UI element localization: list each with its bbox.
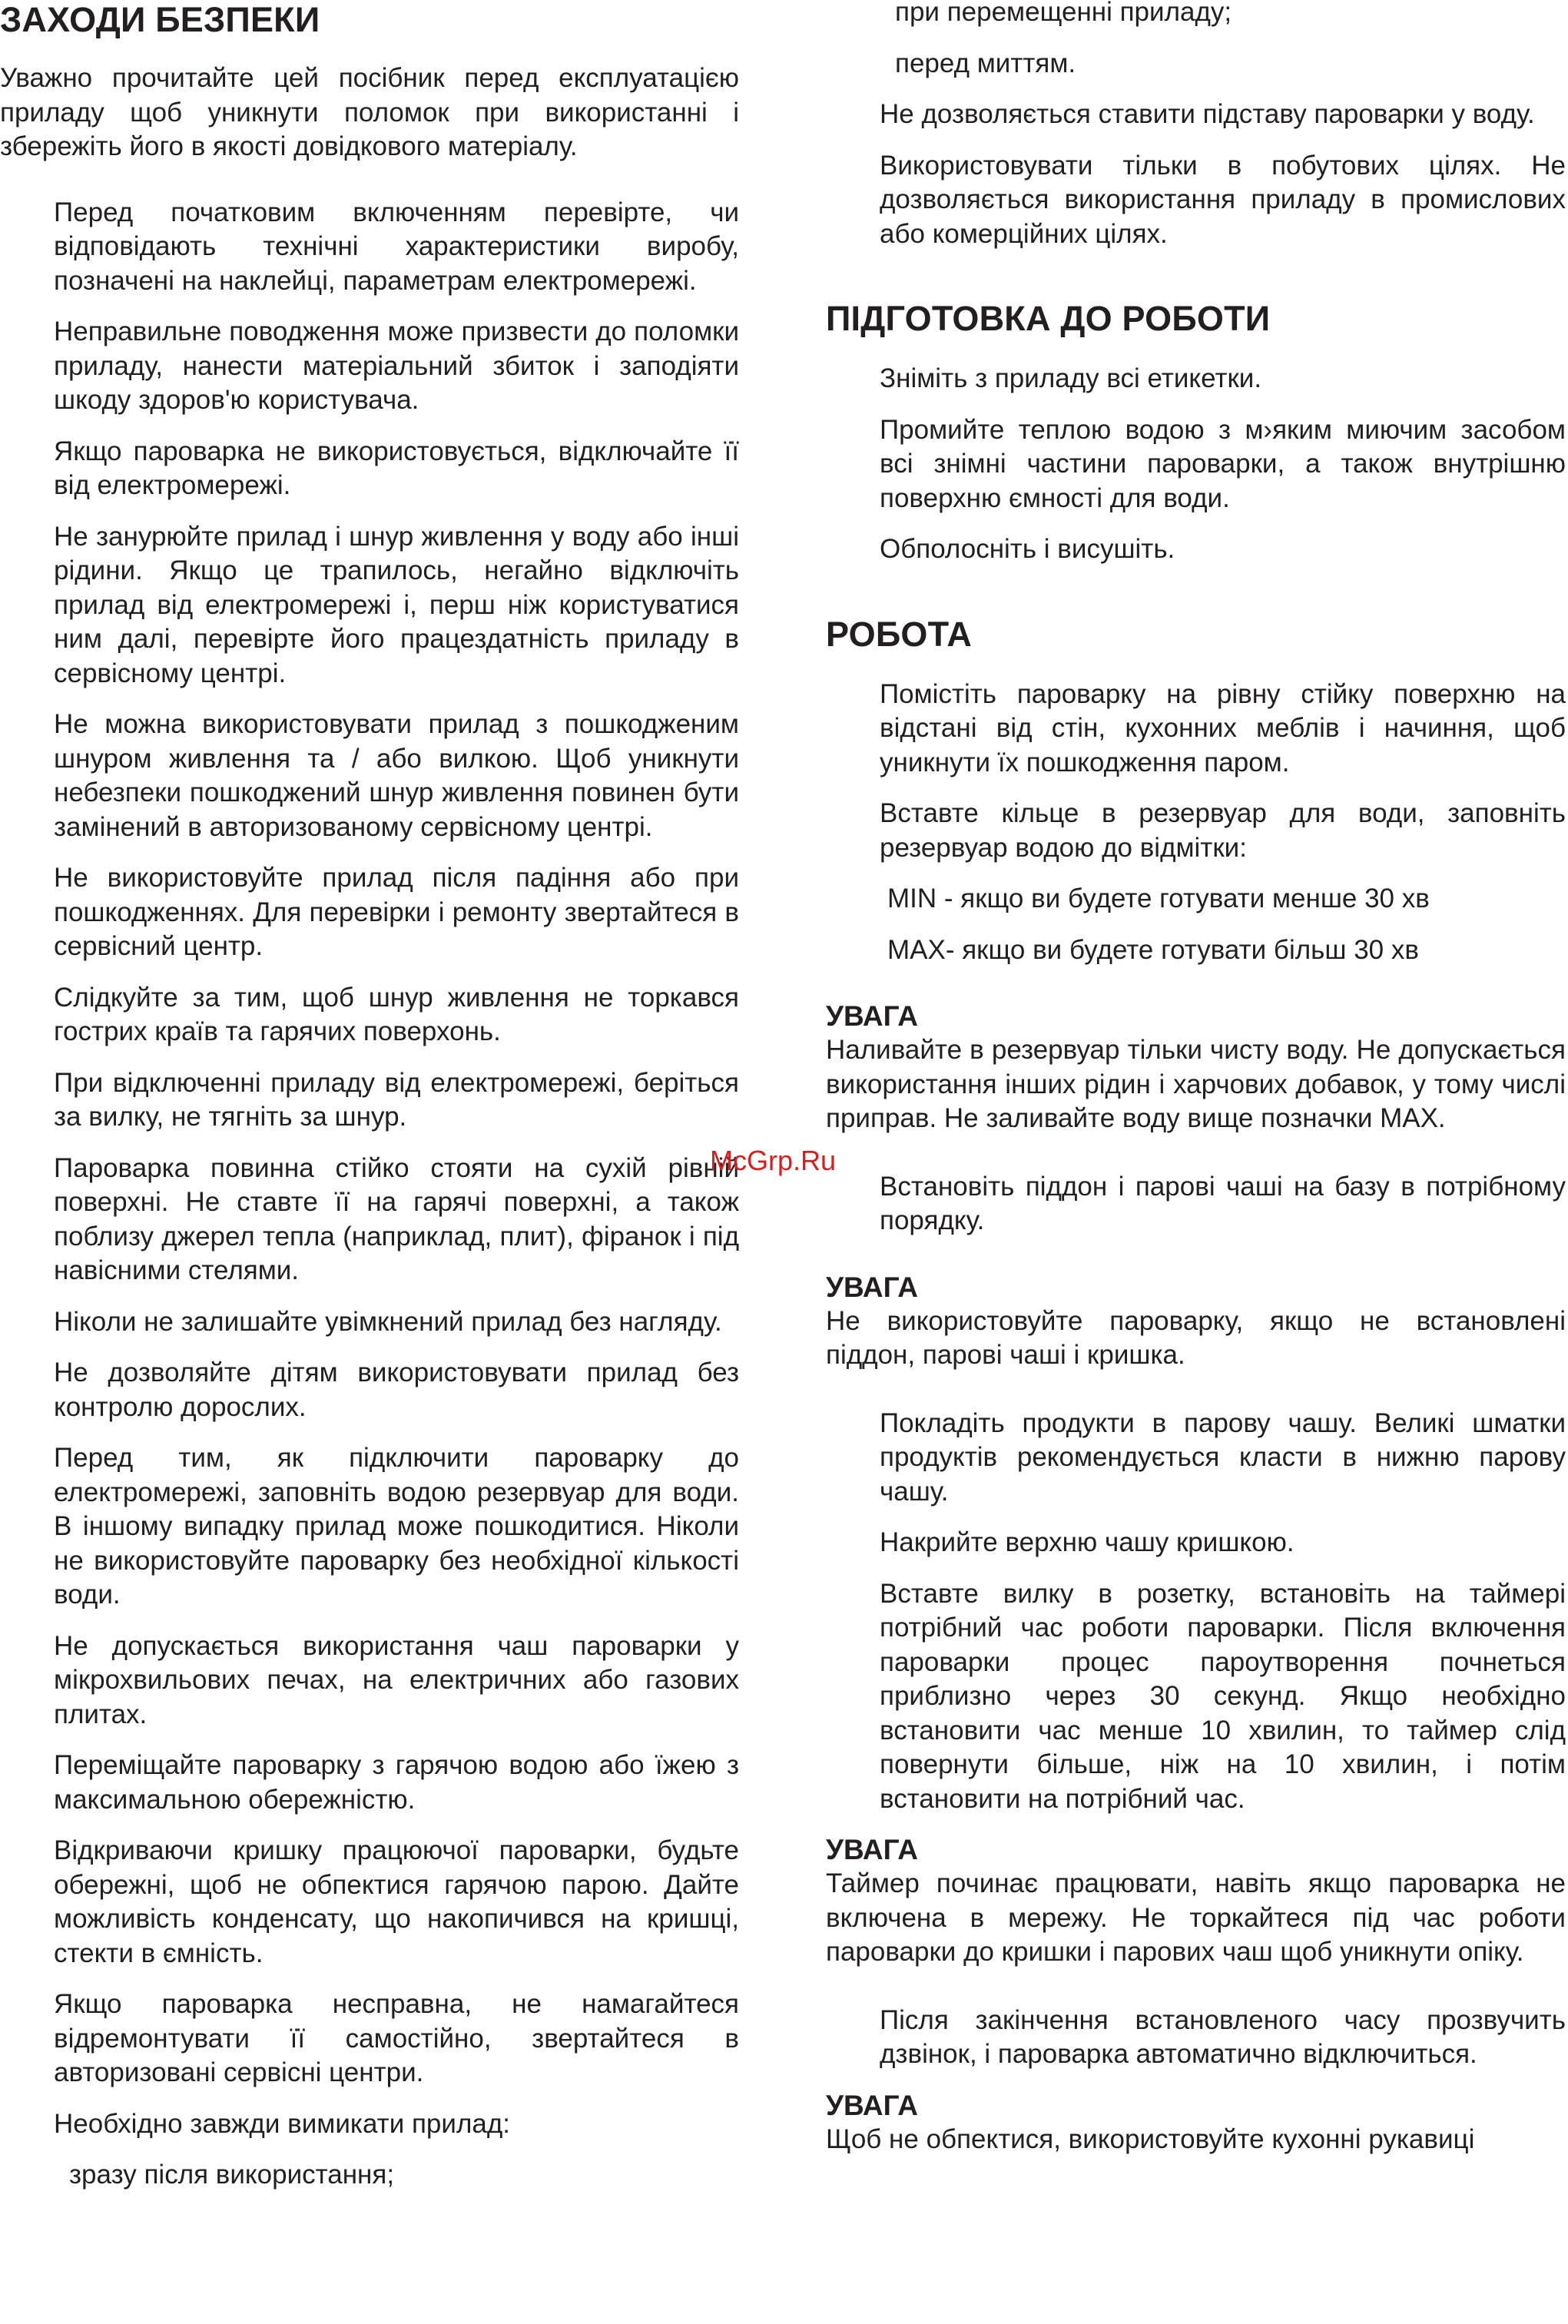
right-column — [826, 0, 1566, 2157]
section-title-operation: РОБОТА — [826, 614, 973, 654]
warning-text: Щоб не обпектися, використовуйте кухонні рукавиці — [826, 2123, 1475, 2154]
work-item: Помістіть пароварку на рівну стійку поверхню на відстані від стін, кухонних меблів і начиння, щоб уникнути їх пошкодження паром. — [880, 678, 1566, 777]
safety-item: Не використовуйте прилад після падіння або при пошкодженнях. Для перевірки і ремонту звертайтеся в сервісний центр. — [54, 863, 739, 961]
min-level-line: MIN - якщо ви будете готувати менше 30 хв — [887, 884, 1430, 913]
safety-item: Якщо пароварка не використовується, відключайте її від електромережі. — [54, 436, 739, 500]
safety-subitem: перед миттям. — [895, 48, 1076, 78]
warning-text: Таймер починає працювати, навіть якщо пароварка не включена в мережу. Не торкайтеся під час роботи пароварки до кришки і парових чаш щоб уникнути опіку. — [826, 1868, 1566, 1967]
safety-item: Неправильне поводження може призвести до поломки приладу, нанести матеріальний збиток і заподіяти шкоду здоров'ю користувача. — [54, 317, 739, 415]
watermark: McGrp.Ru — [710, 1145, 837, 1176]
left-column — [0, 0, 739, 2193]
work-item: Встановіть піддон і парові чаші на базу в потрібному порядку. — [880, 1171, 1566, 1235]
work-item: Вставте кільце в резервуар для води, заповніть резервуар водою до відмітки: — [880, 798, 1566, 863]
warning-text: Наливайте в резервуар тільки чисту воду. Не допускається використання інших рідин і харчових добавок, у тому числі приправ. Не заливайте воду вище позначки MAX. — [826, 1035, 1566, 1133]
max-level-line: MAX- якщо ви будете готувати більш 30 хв — [887, 934, 1419, 965]
safety-item: Не дозволяйте дітям використовувати прилад без контролю дорослих. — [54, 1358, 739, 1422]
safety-item: Ніколи не залишайте увімкнений прилад без нагляду. — [54, 1306, 722, 1337]
warning-text: Не використовуйте пароварку, якщо не встановлені піддон, парові чаші і кришка. — [826, 1305, 1566, 1370]
warning-label: УВАГА — [826, 1834, 918, 1865]
safety-item: Не можна використовувати прилад з пошкодженим шнуром живлення та / або вилкою. Щоб уникнути небезпеки пошкоджений шнур живлення повинен бути замінений в авторизованому сервісному центрі. — [54, 709, 739, 842]
section-title-safety: ЗАХОДИ БЕЗПЕКИ — [0, 0, 320, 39]
work-item: Вставте вилку в розетку, встановіть на таймері потрібний час роботи пароварки. Після включення пароварки процес пароутворення почнеться приблизно через 30 секунд. Якщо необхідно встановити час менше 10 хвилин, то таймер слід повернути більше, ніж на 10 хвилин, і потім встановити на потрібний час. — [880, 1578, 1566, 1814]
prep-item: Зніміть з приладу всі етикетки. — [880, 363, 1262, 393]
safety-item: Відкриваючи кришку працюючої пароварки, будьте обережні, щоб не обпектися гарячою парою. Дайте можливість конденсату, що накопичився на кришці, стекти в ємність. — [54, 1835, 739, 1968]
section-title-preparation: ПІДГОТОВКА ДО РОБОТИ — [826, 299, 1271, 338]
prep-item: Промийте теплою водою з м›яким миючим засобом всі знімні частини пароварки, а також внутрішню поверхню ємності для води. — [880, 414, 1566, 513]
work-item: Покладіть продукти в парову чашу. Великі шматки продуктів рекомендується класти в нижню парову чашу. — [880, 1407, 1566, 1507]
safety-item: Переміщайте пароварку з гарячою водою або їжею з максимальною обережністю. — [54, 1750, 739, 1815]
safety-item: Пароварка повинна стійко стояти на сухій рівній поверхні. Не ставте її на гарячі поверхні, а також поблизу джерел тепла (наприклад, плит), фіранок і під навісними стелями. — [54, 1152, 739, 1285]
safety-item: Якщо пароварка несправна, не намагайтеся відремонтувати її самостійно, звертайтеся в авторизовані сервісні центри. — [54, 1989, 739, 2087]
safety-item: Не допускається використання чаш пароварки у мікрохвильових печах, на електричних або газових плитах. — [54, 1630, 739, 1729]
warning-label: УВАГА — [826, 1271, 918, 1303]
safety-subitem: при перемещенні приладу; — [895, 0, 1232, 27]
prep-item: Обполосніть і висушіть. — [880, 534, 1175, 564]
work-item: Накрийте верхню чашу кришкою. — [880, 1527, 1295, 1557]
safety-item: Не дозволяється ставити підставу пароварки у воду. — [880, 99, 1535, 129]
warning-label: УВАГА — [826, 1000, 918, 1032]
safety-item: Використовувати тільки в побутових цілях. Не дозволяється використання приладу в промислових або комерційних цілях. — [880, 150, 1566, 249]
safety-subitem: зразу після використання; — [69, 2160, 395, 2190]
warning-label: УВАГА — [826, 2089, 918, 2121]
intro-paragraph: Уважно прочитайте цей посібник перед експлуатацією приладу щоб уникнути поломок при використанні і збережіть його в якості довідкового матеріалу. — [0, 63, 739, 161]
safety-item: Необхідно завжди вимикати прилад: — [54, 2108, 510, 2139]
safety-item: Слідкуйте за тим, щоб шнур живлення не торкався гострих країв та гарячих поверхонь. — [54, 982, 739, 1046]
safety-item: Не занурюйте прилад і шнур живлення у воду або інші рідини. Якщо це трапилось, негайно відключіть прилад від електромережі і, перш ніж користуватися ним далі, перевірте його працездатність приладу в сервісному центрі. — [54, 521, 739, 688]
work-item: Після закінчення встановленого часу прозвучить дзвінок, і пароварка автоматично відключиться. — [880, 2004, 1566, 2069]
safety-item: Перед початковим включенням перевірте, чи відповідають технічні характеристики виробу, позначені на наклейці, параметрам електромережі. — [54, 197, 739, 296]
safety-item: Перед тим, як підключити пароварку до електромережі, заповніть водою резервуар для води. В іншому випадку прилад може пошкодитися. Ніколи не використовуйте пароварку без необхідної кількості води. — [54, 1443, 739, 1610]
safety-item: При відключенні приладу від електромережі, беріться за вилку, не тягніть за шнур. — [54, 1067, 739, 1132]
